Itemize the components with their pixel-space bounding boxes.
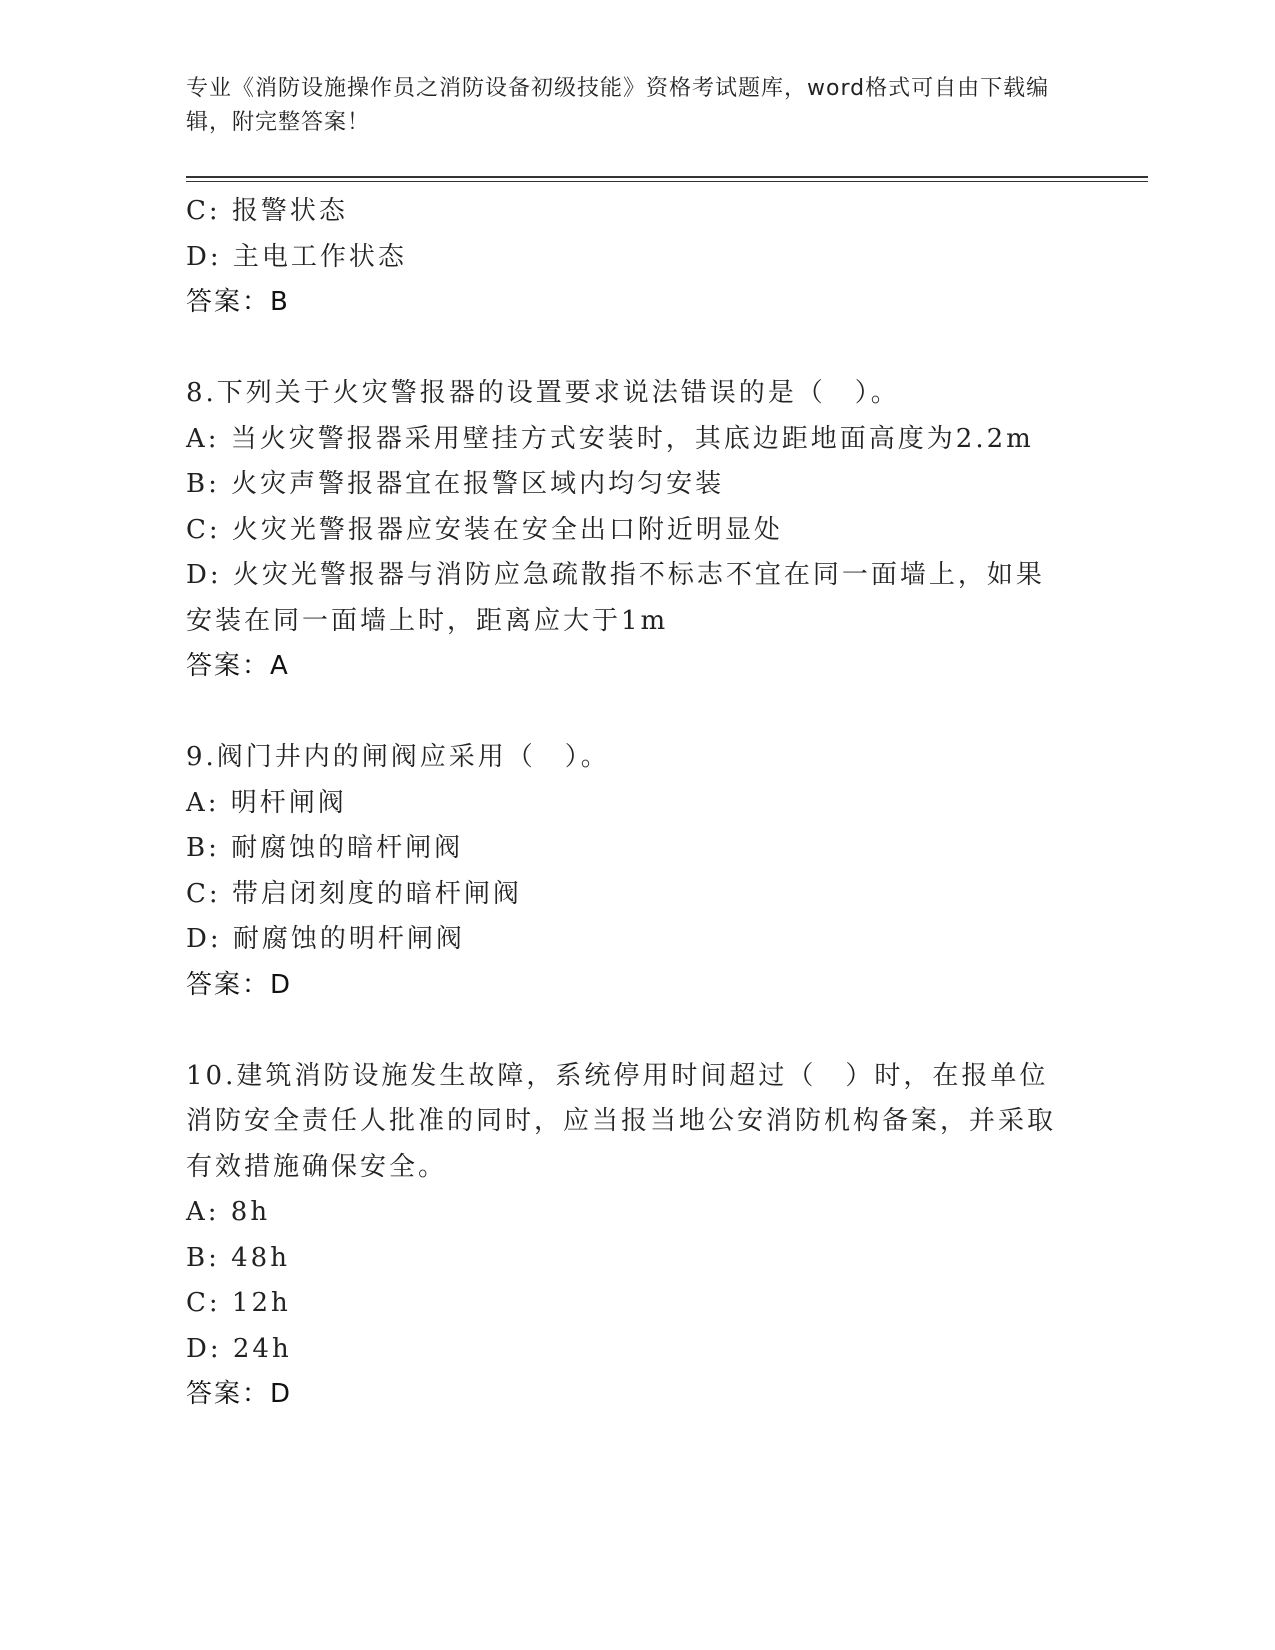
option-d: D: 24h — [186, 1333, 292, 1364]
option-b: B: 火灾声警报器宜在报警区域内均匀安装 — [186, 469, 725, 499]
option-c: C: 火灾光警报器应安装在安全出口附近明显处 — [186, 514, 783, 545]
option-b: B: 48h — [186, 1242, 290, 1273]
question-stem: 9.阀门井内的闸阀应采用（ ）。 — [186, 742, 610, 772]
question-10 — [186, 1054, 1086, 1418]
option-a: A: 8h — [186, 1197, 271, 1227]
spacer — [186, 1008, 1086, 1054]
question-list — [186, 189, 1086, 1418]
page-header: 专业《消防设施操作员之消防设备初级技能》资格考试题库，word格式可自由下载编辑，附完整答案！ — [186, 76, 1050, 135]
spacer — [186, 690, 1086, 736]
option-a: A: 明杆闸阀 — [186, 787, 347, 818]
option-b: B: 耐腐蚀的暗杆闸阀 — [186, 833, 464, 863]
answer-line: 答案：A — [186, 651, 290, 681]
option-c: C: 12h — [186, 1288, 291, 1318]
question-stem: 8.下列关于火灾警报器的设置要求说法错误的是（ ）。 — [186, 378, 900, 408]
question-stem: 10.建筑消防设施发生故障，系统停用时间超过（ ）时，在报单位消防安全责任人批准的同时，应当报当地公安消防机构备案，并采取有效措施确保安全。 — [186, 1060, 1057, 1182]
option-d: D: 火灾光警报器与消防应急疏散指不标志不宜在同一面墙上，如果安装在同一面墙上时，距离应大于1m — [186, 560, 1045, 636]
option-d: D: 主电工作状态 — [186, 241, 407, 272]
question-8 — [186, 371, 1086, 690]
answer-line: 答案：B — [186, 287, 290, 317]
option-c: C: 带启闭刻度的暗杆闸阀 — [186, 878, 522, 909]
answer-line: 答案：D — [186, 969, 293, 1000]
option-a: A: 当火灾警报器采用壁挂方式安装时，其底边距地面高度为2.2m — [186, 423, 1034, 454]
spacer — [186, 326, 1086, 372]
answer-line: 答案：D — [186, 1379, 293, 1409]
header-rule-thick — [186, 176, 1148, 178]
option-c: C: 报警状态 — [186, 196, 348, 226]
option-d: D: 耐腐蚀的明杆闸阀 — [186, 924, 465, 954]
header-rule-thin — [186, 181, 1148, 182]
question-9 — [186, 735, 1086, 1008]
question-7-tail — [186, 189, 1086, 326]
